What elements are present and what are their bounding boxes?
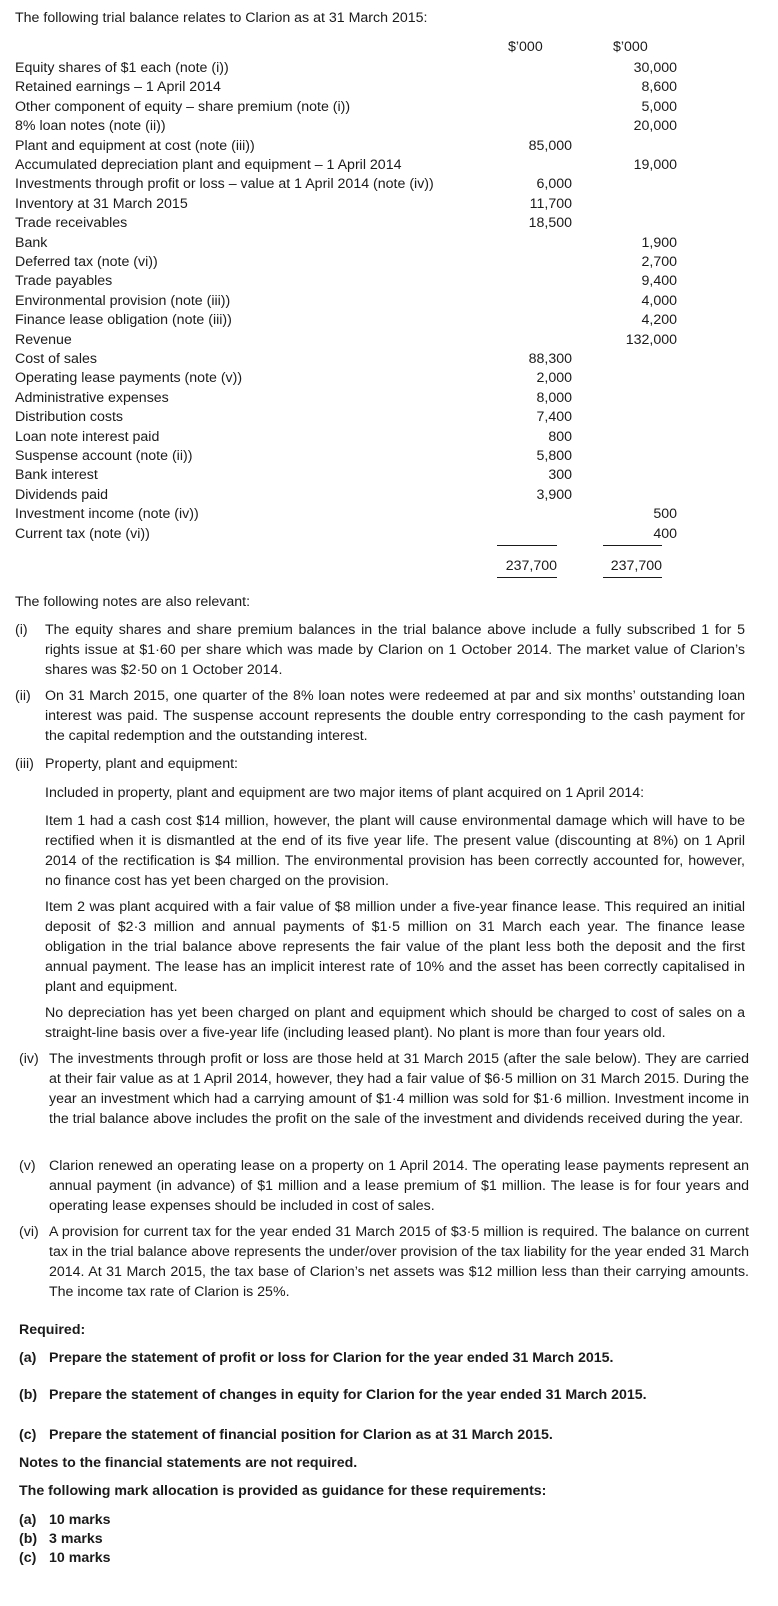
not-required-note: Notes to the financial statements are not required. [19, 1455, 358, 1471]
required-b-text: Prepare the statement of changes in equity for Clarion for the year ended 31 March 2015. [49, 1387, 647, 1403]
row-label: Deferred tax (note (vi)) [15, 254, 158, 270]
debit-rule-bottom [497, 577, 557, 578]
trial-balance-row [15, 349, 675, 369]
row-debit: 2,000 [536, 370, 572, 387]
notes-intro: The following notes are also relevant: [15, 594, 251, 610]
credit-rule-top [603, 545, 662, 546]
note-ii-number: (ii) [15, 688, 31, 704]
mark-a-text: 10 marks [49, 1512, 111, 1528]
note-i-number: (i) [15, 622, 28, 638]
row-label: Loan note interest paid [15, 428, 160, 445]
row-credit: 30,000 [633, 60, 677, 76]
note-v-text: Clarion renewed an operating lease on a property on 1 April 2014. The operating lease payments represent an annual payment (in advance) of $1 million and a lease premium of $1 million. The lease is for four years and operating lease expenses should be included in cost of sales. [49, 1158, 749, 1214]
row-label: Plant and equipment at cost (note (iii)) [15, 137, 255, 154]
intro-text: The following trial balance relates to Clarion as at 31 March 2015: [15, 10, 428, 26]
trial-balance-row [15, 504, 675, 524]
trial-balance-row [15, 407, 675, 427]
note-iii-heading: Property, plant and equipment: [45, 756, 238, 772]
row-credit: 2,700 [641, 254, 677, 270]
mark-b-text: 3 marks [49, 1531, 103, 1547]
trial-balance-row [15, 116, 675, 136]
row-label: Bank interest [15, 467, 98, 484]
required-c-text: Prepare the statement of financial position for Clarion as at 31 March 2015. [49, 1427, 553, 1443]
trial-balance-row [15, 155, 675, 175]
row-credit: 20,000 [633, 118, 677, 135]
row-credit: 19,000 [633, 157, 677, 173]
row-debit: 5,800 [536, 448, 572, 464]
row-label: Equity shares of $1 each (note (i)) [15, 60, 229, 76]
trial-balance-row [15, 58, 675, 78]
row-label: Distribution costs [15, 409, 124, 426]
row-label: Other component of equity – share premium (note (i)) [15, 98, 351, 115]
row-debit: 8,000 [536, 389, 572, 406]
row-label: Administrative expenses [15, 389, 169, 406]
debit-total: 237,700 [505, 558, 557, 574]
row-credit: 8,600 [641, 79, 677, 96]
credit-rule-bottom [603, 577, 662, 578]
row-label: Retained earnings – 1 April 2014 [15, 79, 221, 96]
trial-balance-row [15, 77, 675, 97]
trial-balance-row [15, 174, 675, 194]
row-credit: 9,400 [641, 273, 677, 290]
row-label: Trade payables [15, 273, 113, 290]
row-label: Finance lease obligation (note (iii)) [15, 312, 232, 329]
row-credit: 500 [653, 506, 677, 523]
row-credit: 4,000 [641, 292, 677, 309]
note-v-number: (v) [19, 1158, 36, 1174]
trial-balance-row [15, 310, 675, 330]
row-debit: 18,500 [528, 215, 572, 232]
note-ii-text: On 31 March 2015, one quarter of the 8% loan notes were redeemed at par and six months’ outstanding loan interest was paid. The suspense account represents the double entry corresponding to the cash payment for the capital redemption and the outstanding interest. [45, 688, 745, 744]
note-vi-number: (vi) [19, 1224, 39, 1240]
credit-column-header: $’000 [613, 39, 648, 55]
note-iii-number: (iii) [15, 756, 34, 772]
trial-balance-row [15, 233, 675, 253]
row-debit: 6,000 [536, 176, 572, 193]
trial-balance-row [15, 446, 675, 466]
row-credit: 1,900 [641, 234, 677, 251]
mark-c-number: (c) [19, 1550, 37, 1566]
required-c-number: (c) [19, 1427, 37, 1443]
row-label: Operating lease payments (note (v)) [15, 370, 243, 387]
note-i-text: The equity shares and share premium balances in the trial balance above include a fully subscribed 1 for 5 rights issue at $1·60 per share which was made by Clarion on 1 October 2014. The market value of Clarion’s shares was $2·50 on 1 October 2014. [45, 622, 745, 678]
row-debit: 11,700 [529, 195, 572, 212]
row-credit: 400 [653, 525, 677, 542]
trial-balance-row [15, 271, 675, 291]
row-label: Accumulated depreciation plant and equipment – 1 April 2014 [15, 157, 402, 173]
note-iii-item-1: Item 1 had a cash cost $14 million, however, the plant will cause environmental damage which will have to be rectified when it is dismantled at the end of its five year life. The present value (discounting at 8%) on 1 April 2014 of the rectification is $4 million. The environmental provision has been correctly accounted for, however, no finance cost has yet been charged on the provision. [45, 813, 745, 889]
row-label: Trade receivables [15, 215, 128, 232]
trial-balance-row [15, 291, 675, 311]
required-heading: Required: [19, 1322, 86, 1338]
row-credit: 5,000 [641, 98, 677, 115]
trial-balance-row [15, 213, 675, 233]
debit-column-header: $’000 [508, 39, 543, 55]
row-label: Revenue [15, 331, 72, 348]
trial-balance-row [15, 97, 675, 117]
trial-balance-row [15, 427, 675, 447]
row-debit: 3,900 [536, 486, 572, 503]
trial-balance-row [15, 465, 675, 485]
row-debit: 88,300 [528, 351, 572, 367]
marks-intro: The following mark allocation is provided as guidance for these requirements: [19, 1483, 547, 1499]
debit-rule-top [497, 545, 557, 546]
row-label: Inventory at 31 March 2015 [15, 195, 188, 212]
row-label: Current tax (note (vi)) [15, 525, 150, 542]
row-label: Cost of sales [15, 351, 98, 367]
row-debit: 800 [548, 428, 572, 445]
note-iii-paragraph-1: Included in property, plant and equipment are two major items of plant acquired on 1 April 2014: [45, 785, 645, 801]
credit-total: 237,700 [610, 558, 662, 574]
row-credit: 132,000 [625, 331, 677, 348]
row-debit: 7,400 [536, 409, 572, 426]
row-label: Dividends paid [15, 486, 109, 503]
note-iv-number: (iv) [19, 1051, 39, 1067]
trial-balance-row [15, 485, 675, 505]
trial-balance-row [15, 252, 675, 272]
trial-balance-row [15, 368, 675, 388]
row-debit: 85,000 [528, 137, 572, 154]
row-label: Investments through profit or loss – value at 1 April 2014 (note (iv)) [15, 176, 434, 193]
trial-balance-row [15, 524, 675, 544]
row-debit: 300 [548, 467, 572, 484]
required-a-text: Prepare the statement of profit or loss for Clarion for the year ended 31 March 2015. [49, 1350, 614, 1366]
mark-c-text: 10 marks [49, 1550, 111, 1566]
row-label: Suspense account (note (ii)) [15, 448, 193, 464]
row-label: Investment income (note (iv)) [15, 506, 199, 523]
trial-balance-row [15, 388, 675, 408]
trial-balance-row [15, 330, 675, 350]
row-label: Bank [15, 234, 48, 251]
required-a-number: (a) [19, 1350, 37, 1366]
trial-balance-row [15, 194, 675, 214]
trial-balance-row [15, 136, 675, 156]
note-iii-item-2: Item 2 was plant acquired with a fair value of $8 million under a five-year finance lease. This required an initial deposit of $2·3 million and annual payments of $1·5 million on 31 March each year. The finance lease obligation in the trial balance above represents the fair value of the plant less both the deposit and the first annual payment. The lease has an implicit interest rate of 10% and the asset has been correctly capitalised in plant and equipment. [45, 899, 745, 995]
mark-a-number: (a) [19, 1512, 37, 1528]
row-label: 8% loan notes (note (ii)) [15, 118, 166, 135]
note-iv-text: The investments through profit or loss are those held at 31 March 2015 (after the sale below). They are carried at their fair value as at 1 April 2014, however, they had a fair value of $6·5 million on 31 March 2015. During the year an investment which had a carrying amount of $1·4 million was sold for $1·6 million. Investment income in the trial balance above includes the profit on the sale of the investment and dividends received during the year. [49, 1051, 749, 1127]
note-iii-paragraph-4: No depreciation has yet been charged on plant and equipment which should be charged to cost of sales on a straight-line basis over a five-year life (including leased plant). No plant is more than four years old. [45, 1005, 745, 1041]
mark-b-number: (b) [19, 1531, 38, 1547]
required-b-number: (b) [19, 1387, 38, 1403]
note-vi-text: A provision for current tax for the year ended 31 March 2015 of $3·5 million is required. The balance on current tax in the trial balance above represents the under/over provision of the tax liability for the year ended 31 March 2014. At 31 March 2015, the tax base of Clarion’s net assets was $12 million less than their carrying amounts. The income tax rate of Clarion is 25%. [49, 1224, 749, 1300]
row-credit: 4,200 [641, 312, 677, 329]
row-label: Environmental provision (note (iii)) [15, 292, 231, 309]
